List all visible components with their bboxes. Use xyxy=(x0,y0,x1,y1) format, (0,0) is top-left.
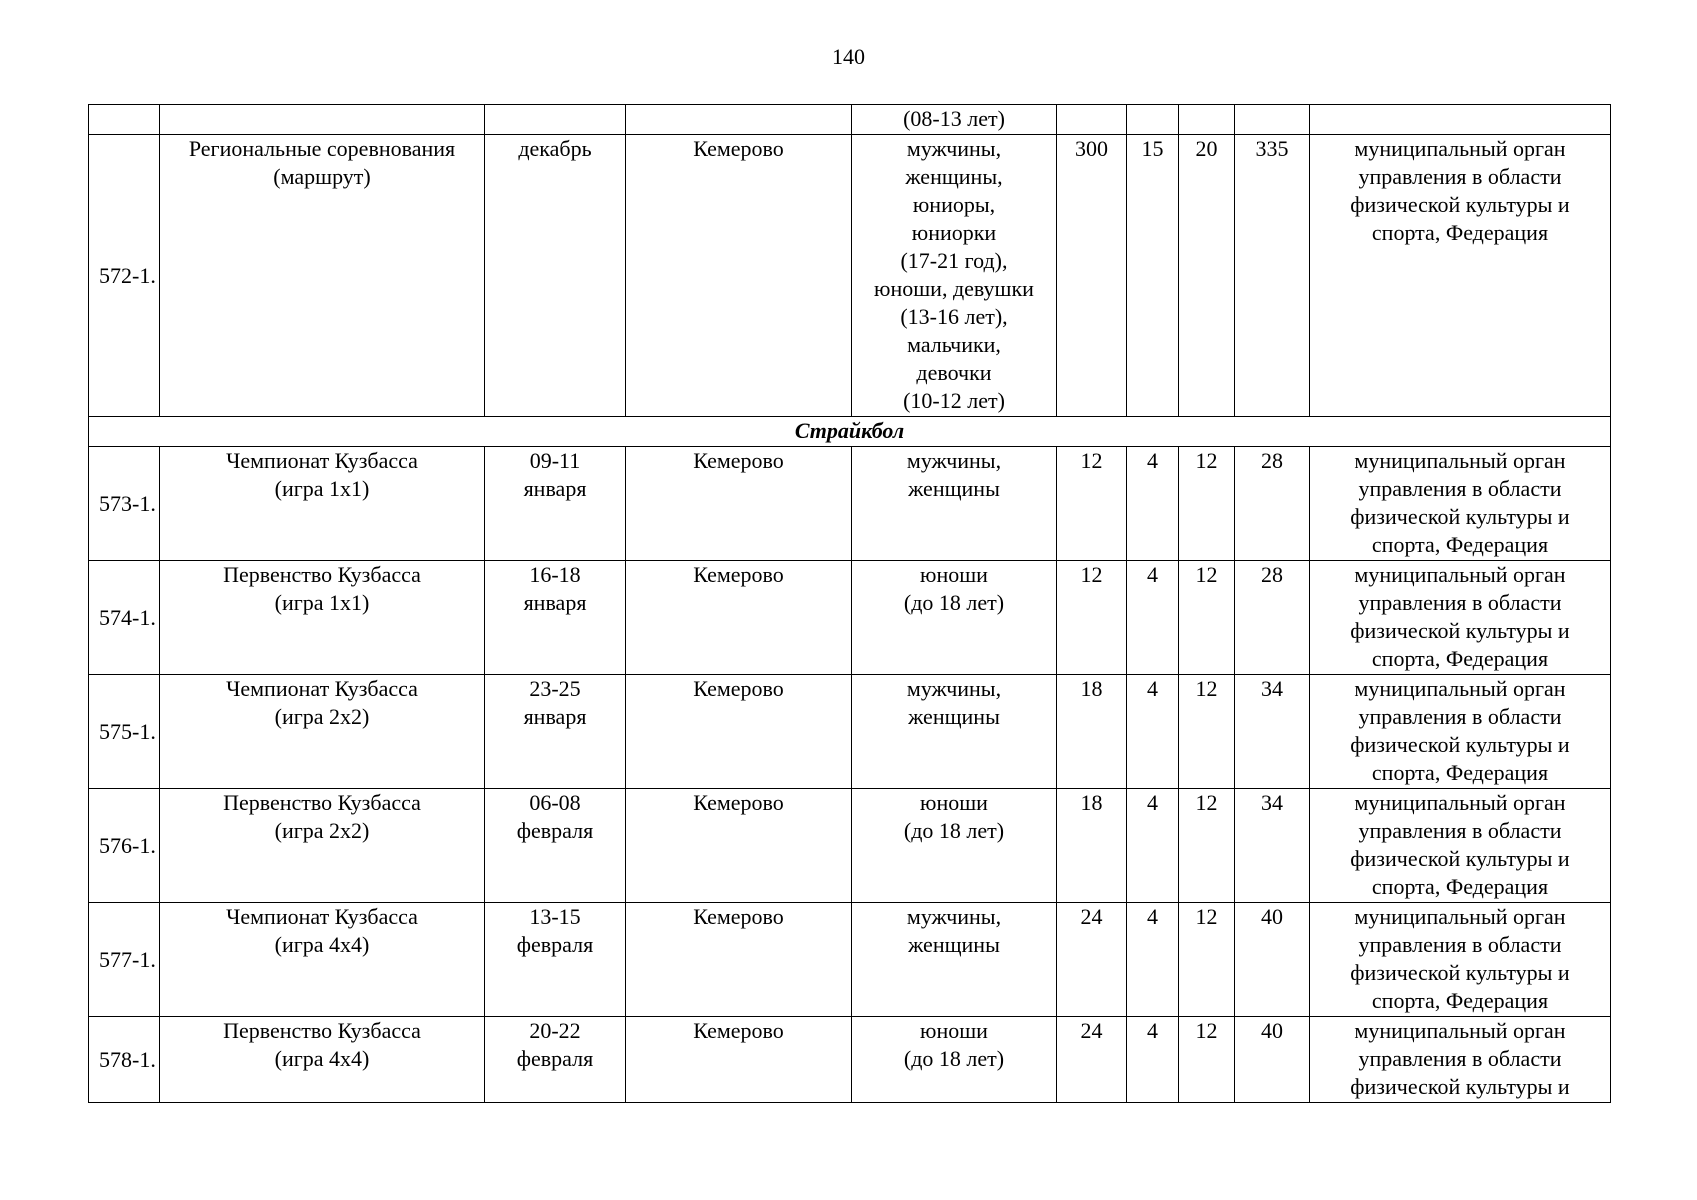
cell-num: 577-1. xyxy=(89,903,160,1017)
section-row xyxy=(89,417,1611,447)
cell-organizer-line: спорта, Федерация xyxy=(1371,532,1549,557)
cell-date xyxy=(485,789,626,903)
cell-c3: 12 xyxy=(1179,447,1235,561)
cell-date xyxy=(485,447,626,561)
cell-c1: 24 xyxy=(1057,1017,1127,1103)
cell-name xyxy=(160,561,485,675)
cell-participants-line: (10-12 лет) xyxy=(903,388,1005,413)
cell-name-line: Первенство Кузбасса xyxy=(223,562,421,587)
cell-c3: 12 xyxy=(1179,1017,1235,1103)
cell-organizer xyxy=(1310,135,1611,417)
cell-date-line: 09-11 xyxy=(529,448,581,473)
cell-place xyxy=(626,105,852,135)
cell-organizer-line: спорта, Федерация xyxy=(1371,874,1549,899)
section-title: Страйкбол xyxy=(89,417,1611,447)
cell-name xyxy=(160,1017,485,1103)
cell-organizer-line: управления в области xyxy=(1358,590,1562,615)
cell-organizer-line: спорта, Федерация xyxy=(1371,760,1549,785)
cell-c1: 12 xyxy=(1057,447,1127,561)
cell-organizer-line: спорта, Федерация xyxy=(1371,220,1549,245)
cell-name xyxy=(160,105,485,135)
cell-organizer xyxy=(1310,1017,1611,1103)
cell-participants-line: (17-21 год), xyxy=(900,248,1008,273)
cell-c2: 15 xyxy=(1127,135,1179,417)
cell-c2: 4 xyxy=(1127,561,1179,675)
cell-participants-line: (до 18 лет) xyxy=(903,1046,1005,1071)
cell-date-line: февраля xyxy=(516,932,594,957)
cell-name xyxy=(160,789,485,903)
cell-c3 xyxy=(1179,105,1235,135)
cell-participants-line: юноши xyxy=(920,1018,988,1043)
cell-participants-line: женщины, xyxy=(905,164,1003,189)
cell-name xyxy=(160,135,485,417)
cell-organizer-line: муниципальный орган xyxy=(1354,562,1566,587)
cell-c2: 4 xyxy=(1127,903,1179,1017)
cell-num: 575-1. xyxy=(89,675,160,789)
cell-name-line: (игра 1х1) xyxy=(274,476,370,501)
cell-participants xyxy=(852,447,1057,561)
table-row xyxy=(89,903,1611,1017)
cell-total: 40 xyxy=(1235,903,1310,1017)
cell-organizer-line: спорта, Федерация xyxy=(1371,646,1549,671)
cell-c3: 12 xyxy=(1179,903,1235,1017)
cell-name-line: Первенство Кузбасса xyxy=(223,790,421,815)
cell-organizer-line: муниципальный орган xyxy=(1354,676,1566,701)
cell-organizer-line: физической культуры и xyxy=(1350,192,1570,217)
cell-total: 34 xyxy=(1235,675,1310,789)
cell-c1: 18 xyxy=(1057,675,1127,789)
cell-date-line: декабрь xyxy=(518,136,592,161)
cell-organizer-line: управления в области xyxy=(1358,1046,1562,1071)
cell-participants-line: юноши xyxy=(920,562,988,587)
cell-c2 xyxy=(1127,105,1179,135)
cell-organizer-line: спорта, Федерация xyxy=(1371,988,1549,1013)
cell-participants-line: женщины xyxy=(908,932,1000,957)
cell-participants-line: мужчины, xyxy=(906,676,1002,701)
cell-organizer-line: физической культуры и xyxy=(1350,618,1570,643)
cell-name-line: (игра 4х4) xyxy=(274,1046,370,1071)
table-row xyxy=(89,789,1611,903)
cell-name-line: Чемпионат Кузбасса xyxy=(226,676,418,701)
cell-num xyxy=(89,105,160,135)
cell-c3: 20 xyxy=(1179,135,1235,417)
cell-organizer xyxy=(1310,903,1611,1017)
cell-participants xyxy=(852,789,1057,903)
cell-date-line: 16-18 xyxy=(529,562,581,587)
cell-organizer-line: физической культуры и xyxy=(1350,1074,1570,1099)
cell-date xyxy=(485,135,626,417)
cell-c3: 12 xyxy=(1179,789,1235,903)
cell-participants xyxy=(852,1017,1057,1103)
cell-date-line: января xyxy=(523,476,587,501)
cell-name-line: (игра 4х4) xyxy=(274,932,370,957)
table-row xyxy=(89,135,1611,417)
cell-name-line: (игра 2х2) xyxy=(274,818,370,843)
cell-organizer xyxy=(1310,447,1611,561)
cell-participants xyxy=(852,135,1057,417)
cell-participants-line: юноши, девушки xyxy=(874,276,1034,301)
cell-organizer-line: управления в области xyxy=(1358,476,1562,501)
cell-num: 574-1. xyxy=(89,561,160,675)
cell-organizer-line: муниципальный орган xyxy=(1354,1018,1566,1043)
cell-c2: 4 xyxy=(1127,675,1179,789)
cell-organizer-line: муниципальный орган xyxy=(1354,790,1566,815)
cell-num: 572-1. xyxy=(89,135,160,417)
cell-organizer-line: муниципальный орган xyxy=(1354,448,1566,473)
cell-participants-line: (13-16 лет), xyxy=(900,304,1008,329)
cell-organizer-line: управления в области xyxy=(1358,164,1562,189)
cell-organizer-line: физической культуры и xyxy=(1350,732,1570,757)
cell-participants-line: мальчики, xyxy=(907,332,1001,357)
cell-place: Кемерово xyxy=(626,675,852,789)
cell-participants-line: юниорки xyxy=(911,220,997,245)
cell-participants-line: (до 18 лет) xyxy=(903,590,1005,615)
cell-participants-line: женщины xyxy=(908,704,1000,729)
cell-organizer-line: управления в области xyxy=(1358,818,1562,843)
cell-place: Кемерово xyxy=(626,135,852,417)
cell-total: 40 xyxy=(1235,1017,1310,1103)
cell-total: 335 xyxy=(1235,135,1310,417)
cell-date-line: февраля xyxy=(516,818,594,843)
cell-name xyxy=(160,675,485,789)
cell-name-line: (маршрут) xyxy=(273,164,371,189)
cell-total: 34 xyxy=(1235,789,1310,903)
table-row xyxy=(89,1017,1611,1103)
cell-organizer-line: управления в области xyxy=(1358,932,1562,957)
cell-name xyxy=(160,903,485,1017)
cell-date-line: 06-08 xyxy=(529,790,581,815)
cell-total: 28 xyxy=(1235,447,1310,561)
events-table xyxy=(88,104,1611,1103)
cell-c1: 300 xyxy=(1057,135,1127,417)
cell-name-line: (игра 1х1) xyxy=(274,590,370,615)
cell-date-line: 13-15 xyxy=(529,904,581,929)
cell-date xyxy=(485,1017,626,1103)
cell-organizer-line: муниципальный орган xyxy=(1354,136,1566,161)
cell-participants-line: женщины xyxy=(908,476,1000,501)
cell-organizer-line: физической культуры и xyxy=(1350,960,1570,985)
cell-organizer-line: физической культуры и xyxy=(1350,504,1570,529)
cell-organizer-line: муниципальный орган xyxy=(1354,904,1566,929)
cell-participants xyxy=(852,903,1057,1017)
cell-c1 xyxy=(1057,105,1127,135)
cell-participants-line: мужчины, xyxy=(906,136,1002,161)
continuation-row xyxy=(89,105,1611,135)
cell-participants-line: девочки xyxy=(916,360,992,385)
cell-organizer xyxy=(1310,105,1611,135)
cell-date-line: 20-22 xyxy=(529,1018,581,1043)
cell-organizer xyxy=(1310,561,1611,675)
cell-participants-line: юниоры, xyxy=(912,192,996,217)
cell-date xyxy=(485,105,626,135)
cell-total xyxy=(1235,105,1310,135)
cell-c2: 4 xyxy=(1127,789,1179,903)
cell-date xyxy=(485,561,626,675)
cell-name-line: Первенство Кузбасса xyxy=(223,1018,421,1043)
table-row xyxy=(89,675,1611,789)
cell-c1: 18 xyxy=(1057,789,1127,903)
cell-participants-line: (до 18 лет) xyxy=(903,818,1005,843)
cell-organizer-line: физической культуры и xyxy=(1350,846,1570,871)
cell-participants-line: мужчины, xyxy=(906,904,1002,929)
cell-name-line: Чемпионат Кузбасса xyxy=(226,448,418,473)
cell-num: 576-1. xyxy=(89,789,160,903)
cell-place: Кемерово xyxy=(626,447,852,561)
cell-num: 578-1. xyxy=(89,1017,160,1103)
cell-c1: 12 xyxy=(1057,561,1127,675)
table-row xyxy=(89,561,1611,675)
cell-c2: 4 xyxy=(1127,447,1179,561)
cell-c2: 4 xyxy=(1127,1017,1179,1103)
cell-participants xyxy=(852,675,1057,789)
cell-date-line: января xyxy=(523,590,587,615)
cell-participants xyxy=(852,561,1057,675)
cell-participants-line: мужчины, xyxy=(906,448,1002,473)
cell-participants: (08-13 лет) xyxy=(852,105,1057,135)
cell-place: Кемерово xyxy=(626,1017,852,1103)
page-number: 140 xyxy=(832,44,865,69)
cell-participants-line: юноши xyxy=(920,790,988,815)
cell-total: 28 xyxy=(1235,561,1310,675)
cell-place: Кемерово xyxy=(626,903,852,1017)
table-row xyxy=(89,447,1611,561)
cell-num: 573-1. xyxy=(89,447,160,561)
cell-organizer-line: управления в области xyxy=(1358,704,1562,729)
cell-organizer xyxy=(1310,789,1611,903)
cell-name-line: Региональные соревнования xyxy=(188,136,456,161)
cell-organizer xyxy=(1310,675,1611,789)
cell-date-line: января xyxy=(523,704,587,729)
cell-place: Кемерово xyxy=(626,789,852,903)
cell-name xyxy=(160,447,485,561)
cell-name-line: Чемпионат Кузбасса xyxy=(226,904,418,929)
cell-c1: 24 xyxy=(1057,903,1127,1017)
cell-date-line: 23-25 xyxy=(529,676,581,701)
cell-date xyxy=(485,903,626,1017)
cell-c3: 12 xyxy=(1179,561,1235,675)
cell-c3: 12 xyxy=(1179,675,1235,789)
cell-date xyxy=(485,675,626,789)
cell-name-line: (игра 2х2) xyxy=(274,704,370,729)
cell-place: Кемерово xyxy=(626,561,852,675)
cell-date-line: февраля xyxy=(516,1046,594,1071)
